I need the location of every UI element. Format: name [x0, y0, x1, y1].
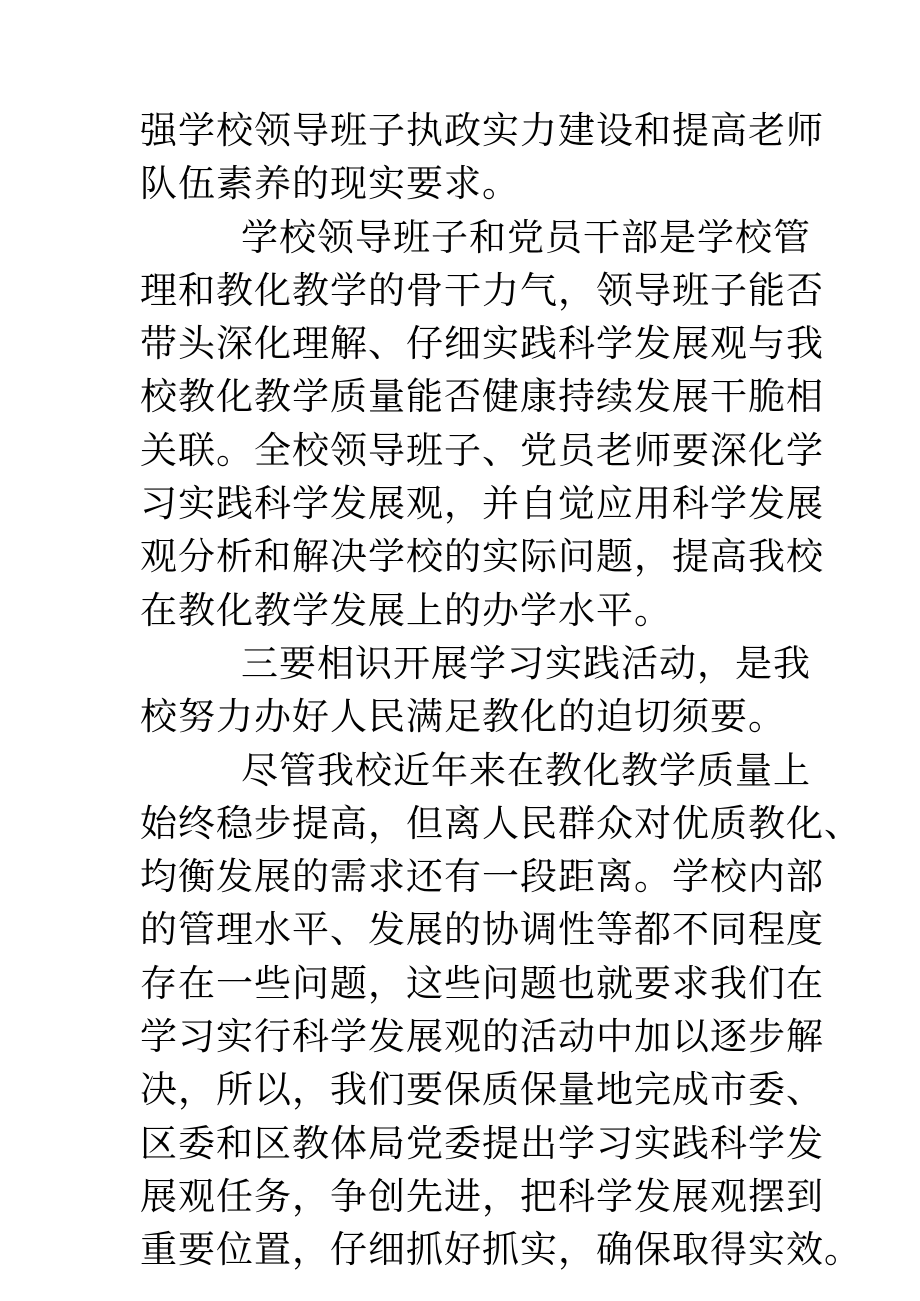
text-line: 习实践科学发展观，并自觉应用科学发展 — [140, 482, 824, 526]
paragraph-third-point — [140, 637, 811, 744]
text-line: 带头深化理解、仔细实践科学发展观与我 — [140, 322, 824, 366]
text-line: 观分析和解决学校的实际问题，提高我校 — [140, 535, 824, 579]
text-line: 队伍素养的现实要求。 — [140, 162, 520, 206]
text-line: 学习实行科学发展观的活动中加以逐步解 — [140, 1015, 824, 1059]
text-line: 的管理水平、发展的协调性等都不同程度 — [140, 908, 824, 952]
text-line: 校教化教学质量能否健康持续发展干脆相 — [140, 375, 824, 419]
text-line: 决，所以，我们要保质保量地完成市委、 — [140, 1068, 824, 1112]
text-line: 均衡发展的需求还有一段距离。学校内部 — [140, 855, 824, 899]
text-line: 强学校领导班子执政实力建设和提高老师 — [140, 109, 824, 152]
text-line: 校努力办好人民满足教化的迫切须要。 — [140, 695, 786, 739]
text-line: 重要位置，仔细抓好抓实，确保取得实效。 — [140, 1228, 862, 1272]
document-body — [140, 104, 862, 1277]
text-line: 存在一些问题，这些问题也就要求我们在 — [140, 961, 824, 1005]
paragraph-quality — [140, 744, 862, 1277]
text-line-indented: 学校领导班子和党员干部是学校管 — [241, 215, 811, 259]
text-line: 始终稳步提高，但离人民群众对优质教化、 — [140, 801, 862, 845]
text-line: 区委和区教体局党委提出学习实践科学发 — [140, 1121, 824, 1165]
paragraph-continuation — [140, 104, 824, 211]
paragraph-leadership — [140, 211, 824, 637]
text-line: 理和教化教学的骨干力气，领导班子能否 — [140, 268, 824, 312]
text-line: 在教化教学发展上的办学水平。 — [140, 588, 672, 632]
text-line-indented: 尽管我校近年来在教化教学质量上 — [241, 748, 811, 792]
text-line-indented: 三要相识开展学习实践活动，是我 — [241, 641, 811, 685]
text-line: 关联。全校领导班子、党员老师要深化学 — [140, 428, 824, 472]
text-line: 展观任务，争创先进，把科学发展观摆到 — [140, 1174, 824, 1218]
